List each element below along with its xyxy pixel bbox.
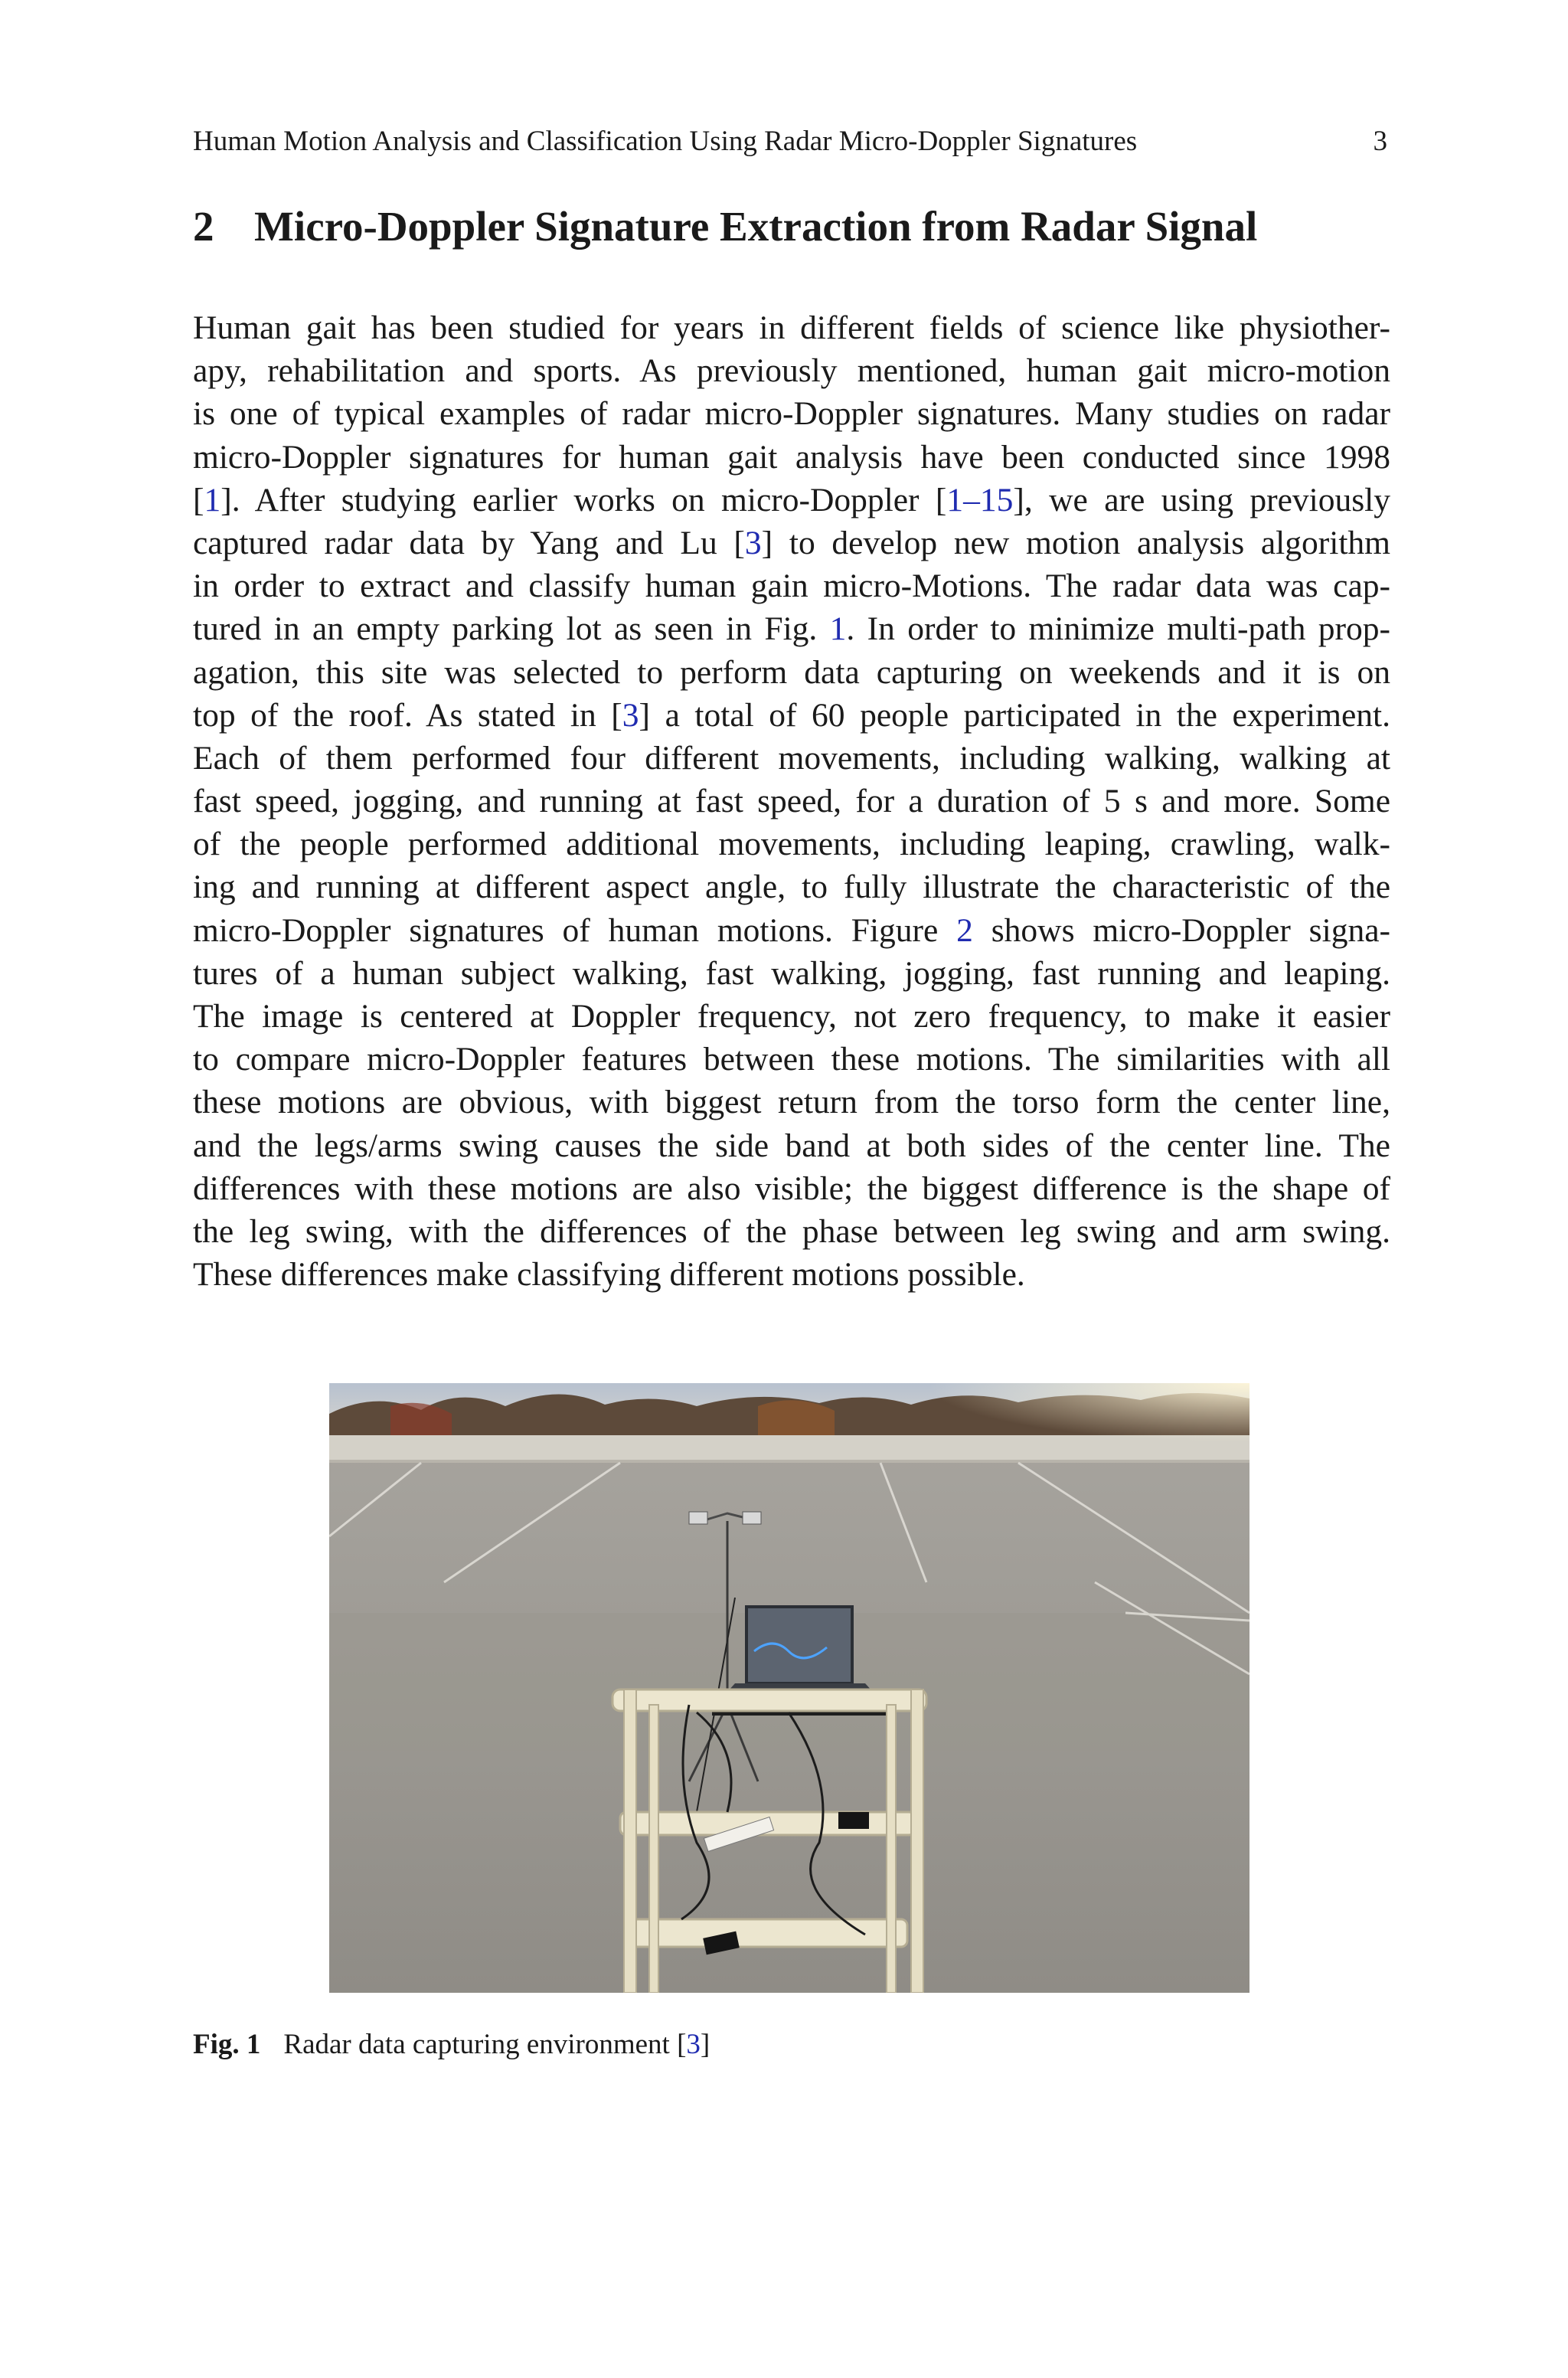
text-span: The image is centered at Doppler frequency, not zero frequency, to make it easier (193, 998, 1390, 1035)
caption-end: ] (700, 2029, 710, 2060)
text-span: apy, rehabilitation and sports. As previously mentioned, human gait micro-motion (193, 352, 1390, 390)
running-header (193, 123, 1387, 161)
text-line (193, 1124, 1390, 1167)
text-span: shows micro-Doppler signa- (972, 911, 1390, 949)
body-paragraph (193, 306, 1390, 1296)
text-line (193, 737, 1390, 780)
figure-caption (193, 2026, 710, 2064)
text-span: These differences make classifying different motions possible. (193, 1256, 1025, 1294)
text-line (193, 1167, 1390, 1210)
text-span: ], we are using previously (1013, 481, 1391, 518)
text-span: differences with these motions are also visible; the biggest difference is the shape of (193, 1169, 1390, 1207)
text-span: to compare micro-Doppler features between these motions. The similarities with all (193, 1041, 1390, 1078)
text-span: of the people performed additional movements, including leaping, crawling, walk- (193, 826, 1390, 863)
text-line (193, 1081, 1390, 1124)
text-span: agation, this site was selected to perform data capturing on weekends and it is on (193, 653, 1390, 691)
text-span: ] a total of 60 people participated in the experiment. (639, 696, 1390, 734)
adapter (838, 1812, 869, 1829)
citation-link-1[interactable]: 1 (204, 481, 221, 518)
text-line (193, 392, 1390, 435)
text-line (193, 995, 1390, 1038)
text-line (193, 306, 1390, 349)
text-line (193, 1210, 1390, 1253)
text-span: and the legs/arms swing causes the side band at both sides of the center line. The (193, 1127, 1390, 1164)
text-span: captured radar data by Yang and Lu [ (193, 524, 745, 561)
text-span: [ (193, 481, 204, 518)
text-span: micro-Doppler signatures of human motions. Figure (193, 911, 957, 949)
text-span: tured in an empty parking lot as seen in Fig. (193, 610, 830, 648)
page-number: 3 (1373, 126, 1387, 157)
text-span: the leg swing, with the differences of the phase between leg swing and arm swing. (193, 1212, 1390, 1250)
text-span: tures of a human subject walking, fast walking, jogging, fast running and leaping. (193, 954, 1390, 992)
text-line (193, 349, 1390, 392)
text-line (193, 823, 1390, 865)
section-title: Micro-Doppler Signature Extraction from Radar Signal (254, 203, 1258, 250)
text-span: ]. After studying earlier works on micro-Doppler [ (220, 481, 947, 518)
cart-leg (887, 1705, 896, 1993)
text-line (193, 651, 1390, 694)
text-line (193, 564, 1390, 607)
cart-top-shelf (612, 1689, 926, 1711)
text-line (193, 1038, 1390, 1081)
citation-link-1-15[interactable]: 1–15 (946, 481, 1014, 518)
figure-label: Fig. 1 (193, 2029, 261, 2060)
text-span: ing and running at different aspect angle, to fully illustrate the characteristic of the (193, 868, 1390, 906)
text-span: in order to extract and classify human gain micro-Motions. The radar data was cap- (193, 568, 1390, 605)
running-title: Human Motion Analysis and Classification Using Radar Micro-Doppler Signatures (193, 126, 1138, 157)
text-span: Human gait has been studied for years in different fields of science like physiother- (193, 309, 1390, 346)
citation-link-3[interactable]: 3 (744, 524, 762, 561)
text-span: Each of them performed four different movements, including walking, walking at (193, 739, 1390, 777)
cart-leg (911, 1689, 923, 1993)
text-line (193, 522, 1390, 564)
cart-leg (624, 1689, 636, 1993)
text-line (193, 952, 1390, 995)
figure-link-2[interactable]: 2 (956, 911, 973, 949)
citation-link-3[interactable]: 3 (622, 696, 639, 734)
text-line (193, 694, 1390, 737)
citation-link-3[interactable]: 3 (686, 2029, 701, 2060)
text-span: . In order to minimize multi-path prop- (846, 610, 1390, 648)
radar-antenna (743, 1512, 761, 1524)
figure-photo (329, 1383, 1250, 1993)
text-line (193, 436, 1390, 479)
text-span: ] to develop new motion analysis algorithm (761, 524, 1390, 561)
caption-text: Radar data capturing environment [ (283, 2029, 687, 2060)
parking-lot-photo (329, 1383, 1250, 1993)
cart-leg (649, 1705, 658, 1993)
sun-glare (329, 1383, 1250, 1552)
section-heading (193, 196, 1387, 257)
text-line (193, 865, 1390, 908)
text-line (193, 479, 1390, 522)
text-line (193, 1253, 1390, 1296)
cart-bottom-shelf (632, 1919, 907, 1947)
text-line (193, 909, 1390, 952)
figure-link-1[interactable]: 1 (829, 610, 847, 648)
text-line (193, 780, 1390, 823)
radar-antenna (689, 1512, 707, 1524)
text-line (193, 607, 1390, 650)
text-span: micro-Doppler signatures for human gait analysis have been conducted since 1998 (193, 438, 1390, 476)
section-number: 2 (193, 203, 214, 250)
text-span: is one of typical examples of radar micro-Doppler signatures. Many studies on radar (193, 395, 1390, 433)
text-span: fast speed, jogging, and running at fast speed, for a duration of 5 s and more. Some (193, 783, 1390, 820)
text-span: these motions are obvious, with biggest return from the torso form the center line, (193, 1084, 1390, 1121)
text-span: top of the roof. As stated in [ (193, 696, 622, 734)
